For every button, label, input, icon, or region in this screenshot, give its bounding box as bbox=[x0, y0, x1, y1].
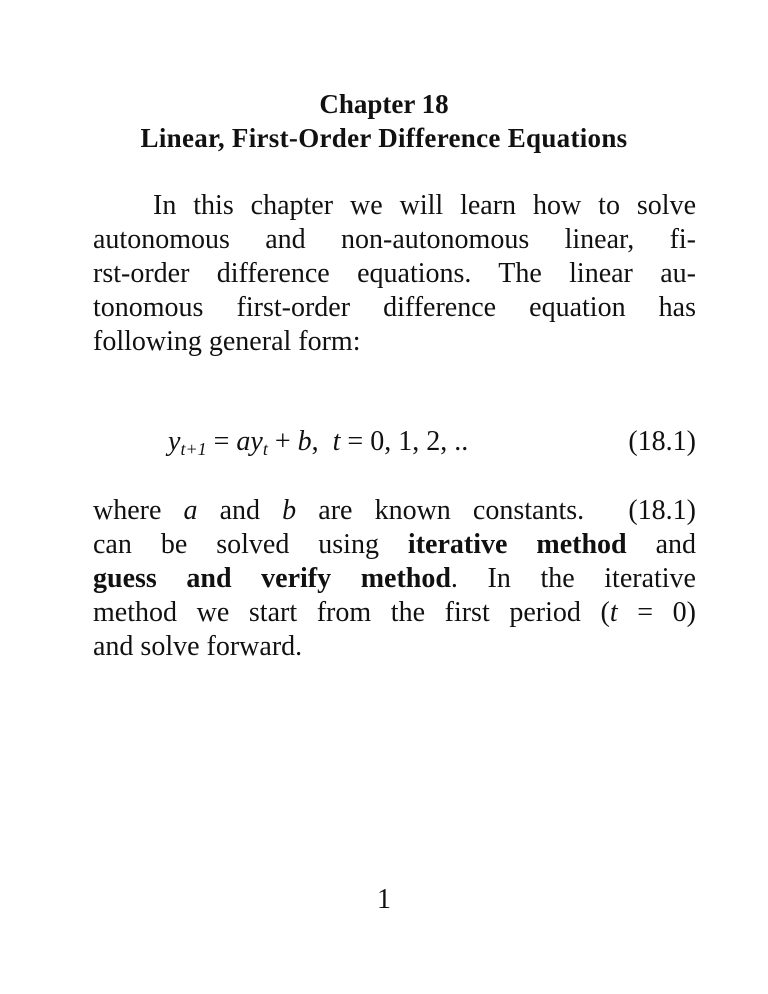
paragraph-line: following general form: bbox=[93, 326, 361, 357]
eq-plus: + bbox=[267, 426, 298, 457]
paragraph-line bbox=[93, 528, 696, 562]
eq-rhs-var: y bbox=[250, 426, 263, 457]
difference-equation bbox=[168, 424, 468, 460]
paragraph-line: rst-order difference equations. The linear au- bbox=[93, 258, 696, 289]
chapter-title: Linear, First-Order Difference Equations bbox=[140, 123, 628, 153]
chapter-label: Chapter 18 bbox=[319, 89, 449, 119]
page-number: 1 bbox=[377, 884, 391, 915]
eq-equals: = bbox=[206, 426, 237, 457]
eq-comma: , bbox=[311, 426, 333, 457]
paragraph-line: and solve forward. bbox=[93, 631, 303, 662]
paragraph-line: tonomous first-order difference equation has bbox=[93, 292, 696, 323]
var-a: a bbox=[183, 495, 198, 526]
eq-t-range: = 0, 1, 2, .. bbox=[340, 426, 469, 457]
text: and bbox=[197, 495, 283, 526]
eq-coef-a: a bbox=[236, 426, 251, 457]
equation-number: (18.1) bbox=[628, 426, 696, 457]
paragraph-line: In this chapter we will learn how to solve bbox=[153, 190, 696, 221]
eq-rhs-subscript: t bbox=[262, 439, 268, 459]
paragraph-line: autonomous and non-autonomous linear, fi- bbox=[93, 224, 696, 255]
text: = 0) bbox=[617, 597, 696, 628]
text: are known constants. (18.1) bbox=[296, 495, 696, 526]
eq-const-b: b bbox=[297, 426, 312, 457]
eq-lhs-var: y bbox=[168, 426, 181, 457]
text: . In the iterative bbox=[450, 563, 696, 594]
eq-lhs-subscript: t+1 bbox=[180, 439, 207, 459]
eq-t-var: t bbox=[332, 426, 341, 457]
term-guess-verify-method: guess and verify method bbox=[93, 563, 451, 594]
text: and bbox=[626, 529, 697, 560]
paragraph-line bbox=[93, 596, 696, 630]
text: where bbox=[93, 495, 184, 526]
text: can be solved using bbox=[93, 529, 408, 560]
text: method we start from the first period ( bbox=[93, 597, 610, 628]
term-iterative-method: iterative method bbox=[407, 529, 627, 560]
paragraph-line bbox=[93, 562, 696, 596]
var-t: t bbox=[609, 597, 618, 628]
var-b: b bbox=[282, 495, 297, 526]
paragraph-line bbox=[93, 494, 696, 528]
